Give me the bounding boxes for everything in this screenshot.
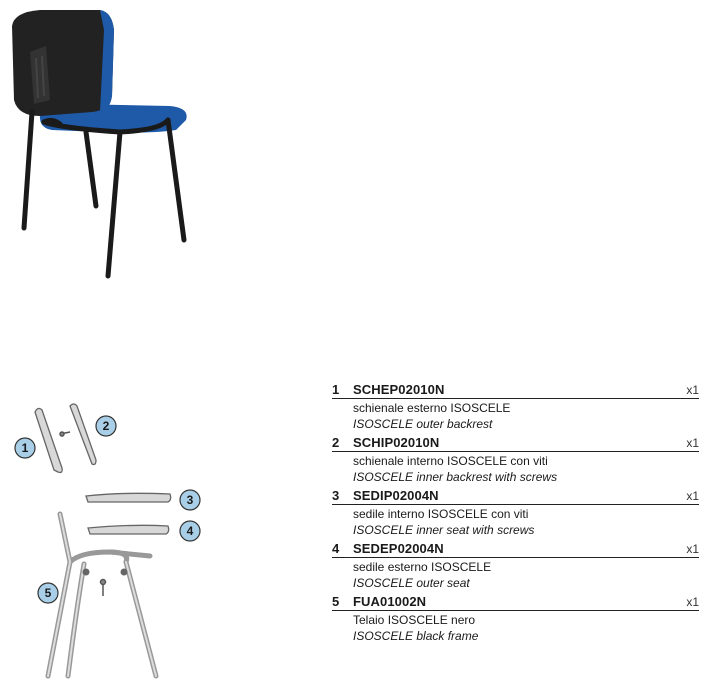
part-code: SCHEP02010N (353, 382, 445, 397)
part-description-english: ISOSCELE black frame (353, 629, 479, 643)
callout-5-label: 5 (44, 586, 52, 600)
part-quantity: x1 (686, 489, 699, 503)
part-description-english: ISOSCELE inner seat with screws (353, 523, 535, 537)
part-quantity: x1 (686, 383, 699, 397)
part-number: 1 (332, 382, 340, 397)
part-description-italian: Telaio ISOSCELE nero (353, 613, 476, 627)
part-item (332, 381, 699, 432)
callout-3-label: 3 (186, 493, 194, 507)
exploded-diagram (0, 392, 215, 683)
parts-list (332, 381, 699, 646)
part-description-italian: schienale interno ISOSCELE con viti (353, 454, 548, 468)
inner-backrest-part (70, 404, 96, 465)
callout-1-label: 1 (21, 441, 29, 455)
part-header (332, 487, 699, 505)
part-number: 2 (332, 435, 340, 450)
inner-seat-part (86, 493, 171, 502)
part-item (332, 434, 699, 485)
part-description-english: ISOSCELE outer backrest (353, 417, 493, 431)
part-description-english: ISOSCELE outer seat (353, 576, 470, 590)
part-header (332, 381, 699, 399)
part-number: 5 (332, 594, 340, 609)
part-header (332, 593, 699, 611)
part-quantity: x1 (686, 436, 699, 450)
part-code: SEDIP02004N (353, 488, 439, 503)
part-item (332, 487, 699, 538)
part-code: SEDEP02004N (353, 541, 444, 556)
part-description-italian: schienale esterno ISOSCELE (353, 401, 511, 415)
part-quantity: x1 (686, 595, 699, 609)
part-description-english: ISOSCELE inner backrest with screws (353, 470, 558, 484)
part-item (332, 593, 699, 644)
part-quantity: x1 (686, 542, 699, 556)
part-header (332, 540, 699, 558)
part-number: 3 (332, 488, 340, 503)
callout-2-label: 2 (102, 419, 110, 433)
part-code: SCHIP02010N (353, 435, 440, 450)
outer-seat-part (88, 525, 169, 534)
part-item (332, 540, 699, 591)
callout-4-label: 4 (186, 524, 194, 538)
part-code: FUA01002N (353, 594, 427, 609)
outer-backrest-part (35, 408, 62, 472)
part-header (332, 434, 699, 452)
part-description-italian: sedile esterno ISOSCELE (353, 560, 492, 574)
part-number: 4 (332, 541, 340, 556)
part-description-italian: sedile interno ISOSCELE con viti (353, 507, 529, 521)
chair-photo (0, 0, 240, 285)
